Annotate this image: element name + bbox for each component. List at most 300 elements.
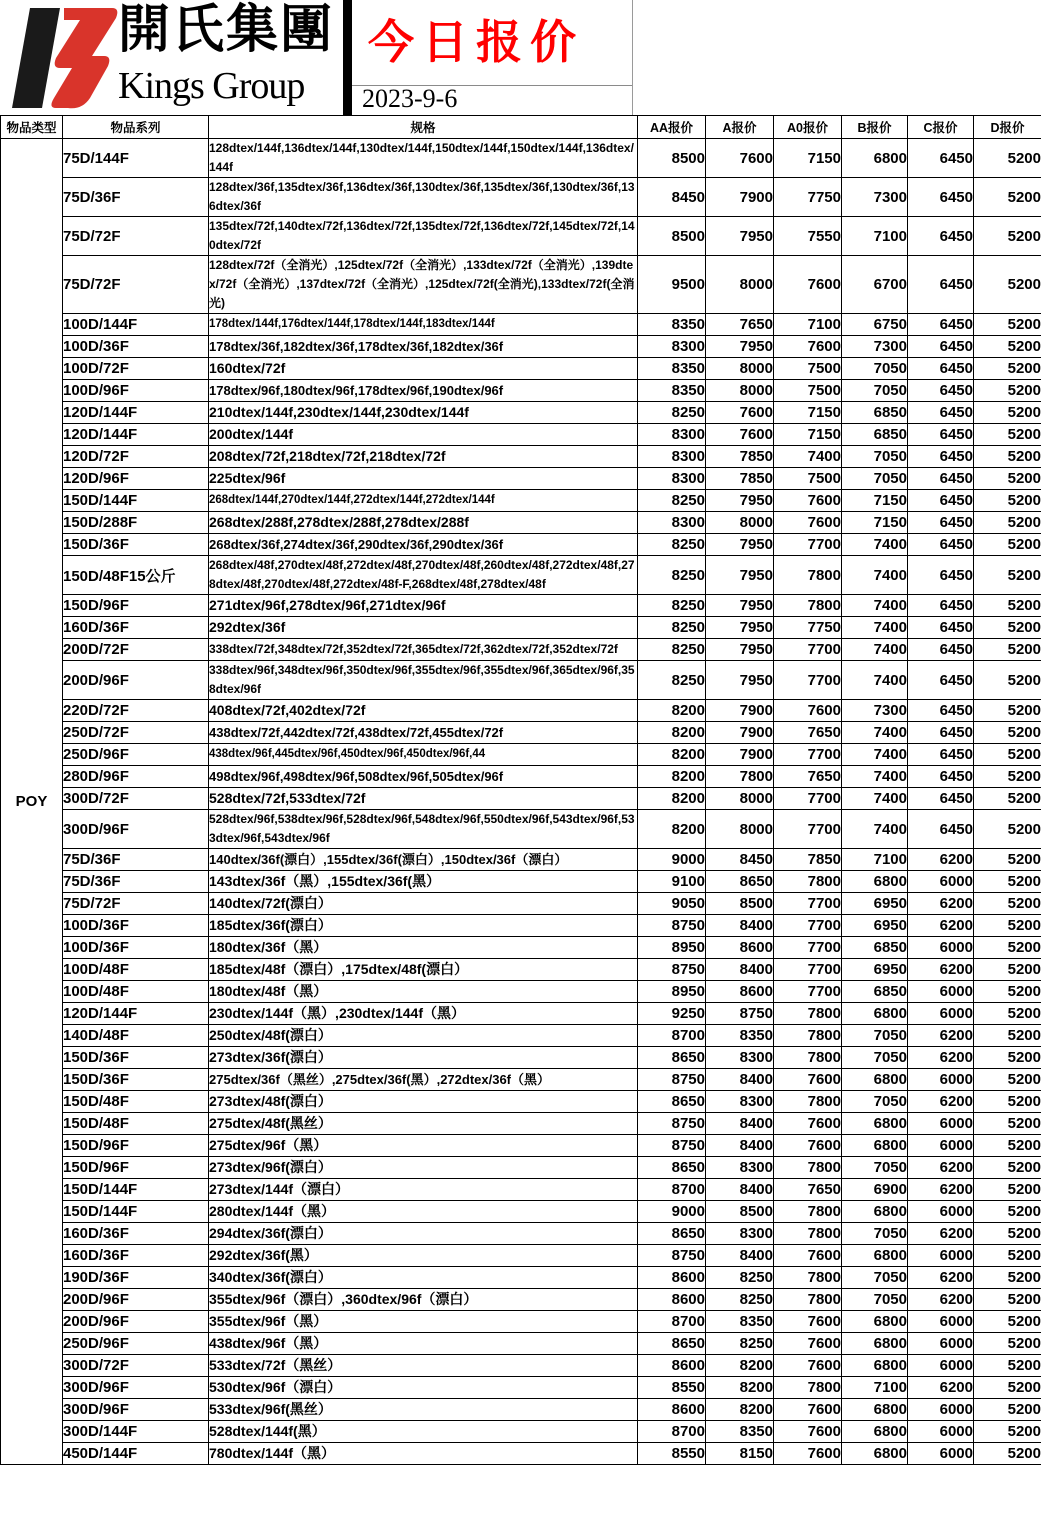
price-cell-b: 7050: [842, 446, 908, 468]
price-cell-aa: 8650: [638, 1047, 706, 1069]
price-cell-a0: 7600: [774, 1443, 842, 1465]
spec-cell: 250dtex/48f(漂白）: [209, 1025, 638, 1047]
series-cell: 200D/96F: [63, 661, 209, 700]
price-cell-a0: 7800: [774, 1223, 842, 1245]
date-cell: [352, 86, 632, 115]
price-cell-a0: 7600: [774, 1333, 842, 1355]
price-cell-b: 6800: [842, 1399, 908, 1421]
spec-cell: 780dtex/144f（黑）: [209, 1443, 638, 1465]
price-cell-aa: 8600: [638, 1399, 706, 1421]
price-cell-d: 5200: [974, 314, 1041, 336]
table-row: [1, 512, 1041, 534]
price-cell-aa: 8700: [638, 1179, 706, 1201]
table-row: [1, 700, 1041, 722]
price-cell-a0: 7100: [774, 314, 842, 336]
price-cell-a: 7950: [706, 617, 774, 639]
price-cell-d: 5200: [974, 744, 1041, 766]
table-row: [1, 915, 1041, 937]
series-cell: 120D/96F: [63, 468, 209, 490]
price-cell-c: 6450: [908, 490, 974, 512]
series-cell: 300D/72F: [63, 788, 209, 810]
price-cell-a: 8750: [706, 1003, 774, 1025]
table-row: [1, 1223, 1041, 1245]
price-cell-a0: 7600: [774, 512, 842, 534]
price-cell-d: 5200: [974, 1157, 1041, 1179]
price-cell-a: 8450: [706, 849, 774, 871]
price-cell-d: 5200: [974, 1201, 1041, 1223]
price-cell-a0: 7700: [774, 810, 842, 849]
price-cell-d: 5200: [974, 617, 1041, 639]
table-row: [1, 1201, 1041, 1223]
price-cell-a0: 7150: [774, 424, 842, 446]
spec-cell: 230dtex/144f（黑）,230dtex/144f（黑）: [209, 1003, 638, 1025]
table-row: [1, 959, 1041, 981]
price-cell-d: 5200: [974, 661, 1041, 700]
price-cell-b: 7400: [842, 556, 908, 595]
price-cell-d: 5200: [974, 402, 1041, 424]
spec-cell: 268dtex/48f,270dtex/48f,272dtex/48f,270dtex/48f,260dtex/48f,272dtex/48f,278dtex/48f,270dtex/48f,272dtex/48f-F,268dtex/48f,278dtex/48f: [209, 556, 638, 595]
price-cell-c: 6200: [908, 1377, 974, 1399]
price-cell-a: 8600: [706, 981, 774, 1003]
table-row: [1, 1355, 1041, 1377]
price-cell-c: 6450: [908, 639, 974, 661]
spec-cell: 528dtex/96f,538dtex/96f,528dtex/96f,548dtex/96f,550dtex/96f,543dtex/96f,533dtex/96f,543dtex/96f: [209, 810, 638, 849]
price-cell-d: 5200: [974, 139, 1041, 178]
price-cell-c: 6000: [908, 1333, 974, 1355]
col-header-a0-price: A0报价: [774, 116, 842, 139]
table-row: [1, 1443, 1041, 1465]
series-cell: 190D/36F: [63, 1267, 209, 1289]
spec-cell: 438dtex/96f（黑）: [209, 1333, 638, 1355]
price-cell-a: 7950: [706, 490, 774, 512]
price-cell-aa: 9000: [638, 849, 706, 871]
series-cell: 200D/96F: [63, 1311, 209, 1333]
series-cell: 150D/36F: [63, 1069, 209, 1091]
price-cell-c: 6000: [908, 1113, 974, 1135]
price-cell-a: 7950: [706, 661, 774, 700]
col-header-aa-price: AA报价: [638, 116, 706, 139]
price-cell-c: 6000: [908, 937, 974, 959]
price-cell-b: 6850: [842, 402, 908, 424]
price-cell-b: 7100: [842, 217, 908, 256]
table-row: [1, 1399, 1041, 1421]
spec-cell: 355dtex/96f（漂白）,360dtex/96f（漂白）: [209, 1289, 638, 1311]
price-cell-aa: 8200: [638, 744, 706, 766]
price-cell-c: 6000: [908, 981, 974, 1003]
price-cell-aa: 9000: [638, 1201, 706, 1223]
spec-cell: 338dtex/72f,348dtex/72f,352dtex/72f,365dtex/72f,362dtex/72f,352dtex/72f: [209, 639, 638, 661]
price-cell-a0: 7800: [774, 1025, 842, 1047]
series-cell: 250D/72F: [63, 722, 209, 744]
price-cell-aa: 8550: [638, 1377, 706, 1399]
price-cell-d: 5200: [974, 490, 1041, 512]
col-header-a-price: A报价: [706, 116, 774, 139]
price-cell-b: 6850: [842, 424, 908, 446]
price-cell-aa: 8200: [638, 766, 706, 788]
price-cell-b: 6800: [842, 1421, 908, 1443]
table-row: [1, 1311, 1041, 1333]
price-cell-a0: 7150: [774, 139, 842, 178]
table-row: [1, 937, 1041, 959]
spec-cell: 185dtex/48f（漂白）,175dtex/48f(漂白）: [209, 959, 638, 981]
price-cell-c: 6450: [908, 256, 974, 314]
price-cell-d: 5200: [974, 849, 1041, 871]
price-cell-a: 7900: [706, 178, 774, 217]
price-cell-a0: 7650: [774, 766, 842, 788]
price-cell-b: 6800: [842, 1113, 908, 1135]
price-cell-aa: 9100: [638, 871, 706, 893]
price-cell-c: 6000: [908, 1311, 974, 1333]
price-cell-a: 8500: [706, 1201, 774, 1223]
price-cell-b: 7050: [842, 1047, 908, 1069]
price-cell-aa: 8700: [638, 1025, 706, 1047]
price-cell-aa: 8650: [638, 1333, 706, 1355]
price-cell-b: 7050: [842, 1157, 908, 1179]
price-cell-b: 7300: [842, 336, 908, 358]
table-row: [1, 534, 1041, 556]
price-cell-b: 7400: [842, 617, 908, 639]
price-cell-d: 5200: [974, 1443, 1041, 1465]
price-cell-d: 5200: [974, 788, 1041, 810]
price-cell-aa: 8300: [638, 446, 706, 468]
series-cell: 300D/96F: [63, 1377, 209, 1399]
price-cell-a: 8300: [706, 1157, 774, 1179]
price-cell-b: 7400: [842, 810, 908, 849]
table-row: [1, 595, 1041, 617]
price-cell-a0: 7600: [774, 1069, 842, 1091]
price-cell-c: 6200: [908, 1157, 974, 1179]
logo-text-block: [118, 0, 343, 115]
price-cell-aa: 8450: [638, 178, 706, 217]
series-cell: 120D/72F: [63, 446, 209, 468]
price-cell-d: 5200: [974, 512, 1041, 534]
price-cell-d: 5200: [974, 1333, 1041, 1355]
price-cell-d: 5200: [974, 1025, 1041, 1047]
price-cell-aa: 8250: [638, 617, 706, 639]
price-cell-b: 7050: [842, 1223, 908, 1245]
spec-cell: 180dtex/36f（黑）: [209, 937, 638, 959]
price-cell-aa: 9250: [638, 1003, 706, 1025]
series-cell: 100D/72F: [63, 358, 209, 380]
page-header: [0, 0, 1041, 115]
price-cell-d: 5200: [974, 358, 1041, 380]
spec-cell: 128dtex/36f,135dtex/36f,136dtex/36f,130dtex/36f,135dtex/36f,130dtex/36f,136dtex/36f: [209, 178, 638, 217]
price-cell-aa: 8950: [638, 937, 706, 959]
table-row: [1, 1245, 1041, 1267]
spec-cell: 273dtex/144f（漂白）: [209, 1179, 638, 1201]
col-header-item-type: 物品类型: [1, 116, 63, 139]
price-cell-aa: 8250: [638, 556, 706, 595]
price-cell-d: 5200: [974, 424, 1041, 446]
series-cell: 160D/36F: [63, 617, 209, 639]
spec-cell: 178dtex/96f,180dtex/96f,178dtex/96f,190dtex/96f: [209, 380, 638, 402]
table-row: [1, 336, 1041, 358]
price-cell-aa: 8950: [638, 981, 706, 1003]
price-cell-a0: 7750: [774, 617, 842, 639]
series-cell: 250D/96F: [63, 1333, 209, 1355]
price-cell-c: 6000: [908, 1201, 974, 1223]
series-cell: 100D/48F: [63, 981, 209, 1003]
series-cell: 250D/96F: [63, 744, 209, 766]
price-cell-a0: 7600: [774, 1113, 842, 1135]
price-cell-b: 7400: [842, 766, 908, 788]
table-row: [1, 402, 1041, 424]
price-cell-a: 8000: [706, 512, 774, 534]
price-cell-a0: 7600: [774, 256, 842, 314]
price-cell-c: 6000: [908, 1421, 974, 1443]
price-cell-d: 5200: [974, 1311, 1041, 1333]
price-cell-aa: 8250: [638, 661, 706, 700]
price-cell-a0: 7800: [774, 595, 842, 617]
item-type-cell: POY: [1, 139, 63, 1465]
price-cell-a: 8200: [706, 1377, 774, 1399]
price-cell-a0: 7850: [774, 849, 842, 871]
price-cell-b: 7050: [842, 358, 908, 380]
series-cell: 280D/96F: [63, 766, 209, 788]
price-cell-a: 8350: [706, 1025, 774, 1047]
table-row: [1, 1421, 1041, 1443]
price-cell-b: 6800: [842, 1245, 908, 1267]
price-cell-c: 6450: [908, 402, 974, 424]
price-cell-a: 7900: [706, 722, 774, 744]
price-cell-aa: 8750: [638, 1245, 706, 1267]
spec-cell: 530dtex/96f（漂白）: [209, 1377, 638, 1399]
series-cell: 150D/48F: [63, 1113, 209, 1135]
price-cell-d: 5200: [974, 534, 1041, 556]
table-header-row: [1, 116, 1041, 139]
spec-cell: 294dtex/36f(漂白）: [209, 1223, 638, 1245]
series-cell: 150D/96F: [63, 595, 209, 617]
price-cell-a: 7950: [706, 217, 774, 256]
spec-cell: 268dtex/288f,278dtex/288f,278dtex/288f: [209, 512, 638, 534]
price-cell-aa: 8200: [638, 788, 706, 810]
price-cell-aa: 8250: [638, 534, 706, 556]
price-cell-d: 5200: [974, 1245, 1041, 1267]
price-cell-b: 7400: [842, 639, 908, 661]
price-cell-a0: 7600: [774, 1421, 842, 1443]
price-cell-b: 6950: [842, 959, 908, 981]
page-title: 今日报价: [368, 16, 584, 68]
header-empty-cell: [632, 0, 1041, 115]
price-cell-aa: 8200: [638, 700, 706, 722]
spec-cell: 160dtex/72f: [209, 358, 638, 380]
price-cell-b: 6800: [842, 1311, 908, 1333]
price-cell-a0: 7800: [774, 556, 842, 595]
price-cell-c: 6450: [908, 424, 974, 446]
price-cell-d: 5200: [974, 380, 1041, 402]
price-cell-b: 7050: [842, 468, 908, 490]
kings-group-logo: [0, 0, 343, 115]
price-cell-a: 8400: [706, 1245, 774, 1267]
table-row: [1, 1333, 1041, 1355]
price-cell-b: 7400: [842, 788, 908, 810]
price-cell-c: 6450: [908, 595, 974, 617]
price-cell-d: 5200: [974, 336, 1041, 358]
col-header-series: 物品系列: [63, 116, 209, 139]
table-row: [1, 871, 1041, 893]
spec-cell: 225dtex/96f: [209, 468, 638, 490]
table-row: [1, 661, 1041, 700]
spec-cell: 273dtex/48f(漂白）: [209, 1091, 638, 1113]
price-cell-b: 7300: [842, 178, 908, 217]
spec-cell: 498dtex/96f,498dtex/96f,508dtex/96f,505dtex/96f: [209, 766, 638, 788]
price-cell-d: 5200: [974, 1223, 1041, 1245]
price-cell-a0: 7600: [774, 336, 842, 358]
series-cell: 450D/144F: [63, 1443, 209, 1465]
price-cell-d: 5200: [974, 937, 1041, 959]
price-cell-a0: 7600: [774, 1399, 842, 1421]
table-row: [1, 1025, 1041, 1047]
price-cell-a0: 7700: [774, 639, 842, 661]
spec-cell: 275dtex/36f（黑丝）,275dtex/36f(黑）,272dtex/36f（黑）: [209, 1069, 638, 1091]
price-cell-c: 6450: [908, 661, 974, 700]
price-cell-d: 5200: [974, 1135, 1041, 1157]
table-row: [1, 849, 1041, 871]
price-cell-c: 6450: [908, 139, 974, 178]
price-cell-d: 5200: [974, 256, 1041, 314]
price-cell-aa: 9050: [638, 893, 706, 915]
price-cell-a0: 7800: [774, 1047, 842, 1069]
spec-cell: 340dtex/36f(漂白）: [209, 1267, 638, 1289]
series-cell: 150D/36F: [63, 534, 209, 556]
table-row: [1, 468, 1041, 490]
spec-cell: 210dtex/144f,230dtex/144f,230dtex/144f: [209, 402, 638, 424]
series-cell: 200D/96F: [63, 1289, 209, 1311]
price-cell-aa: 8650: [638, 1223, 706, 1245]
price-cell-a0: 7700: [774, 661, 842, 700]
price-cell-b: 7050: [842, 1025, 908, 1047]
price-cell-aa: 8650: [638, 1157, 706, 1179]
price-cell-b: 7400: [842, 661, 908, 700]
price-cell-aa: 8250: [638, 639, 706, 661]
spec-cell: 208dtex/72f,218dtex/72f,218dtex/72f: [209, 446, 638, 468]
price-cell-aa: 8300: [638, 468, 706, 490]
series-cell: 300D/96F: [63, 1399, 209, 1421]
series-cell: 100D/96F: [63, 380, 209, 402]
price-cell-b: 7050: [842, 1289, 908, 1311]
series-cell: 75D/144F: [63, 139, 209, 178]
price-cell-a0: 7500: [774, 468, 842, 490]
price-cell-aa: 8550: [638, 1443, 706, 1465]
price-cell-a: 8600: [706, 937, 774, 959]
spec-cell: 268dtex/144f,270dtex/144f,272dtex/144f,272dtex/144f: [209, 490, 638, 512]
price-cell-aa: 8750: [638, 915, 706, 937]
price-cell-a: 7950: [706, 639, 774, 661]
price-cell-a: 8400: [706, 1135, 774, 1157]
table-row: [1, 178, 1041, 217]
price-cell-a0: 7800: [774, 1091, 842, 1113]
series-cell: 150D/48F15公斤: [63, 556, 209, 595]
col-header-spec: 规格: [209, 116, 638, 139]
price-cell-b: 7400: [842, 595, 908, 617]
price-cell-a0: 7600: [774, 700, 842, 722]
price-cell-c: 6450: [908, 380, 974, 402]
price-cell-a0: 7600: [774, 1311, 842, 1333]
price-cell-a: 8350: [706, 1421, 774, 1443]
price-cell-c: 6200: [908, 1179, 974, 1201]
spec-cell: 140dtex/36f(漂白）,155dtex/36f(漂白）,150dtex/36f（漂白）: [209, 849, 638, 871]
table-row: [1, 744, 1041, 766]
series-cell: 300D/72F: [63, 1355, 209, 1377]
price-cell-c: 6450: [908, 314, 974, 336]
spec-cell: 273dtex/96f(漂白）: [209, 1157, 638, 1179]
price-cell-c: 6450: [908, 722, 974, 744]
price-cell-c: 6200: [908, 893, 974, 915]
price-cell-c: 6200: [908, 1223, 974, 1245]
spec-cell: 128dtex/144f,136dtex/144f,130dtex/144f,150dtex/144f,150dtex/144f,136dtex/144f: [209, 139, 638, 178]
price-cell-a: 8400: [706, 915, 774, 937]
price-cell-d: 5200: [974, 595, 1041, 617]
price-cell-c: 6450: [908, 556, 974, 595]
col-header-d-price: D报价: [974, 116, 1041, 139]
price-cell-b: 6800: [842, 1069, 908, 1091]
price-cell-aa: 8750: [638, 959, 706, 981]
quote-table-body: [1, 139, 1041, 1465]
price-cell-aa: 8500: [638, 139, 706, 178]
price-cell-a0: 7800: [774, 1377, 842, 1399]
price-cell-b: 6950: [842, 893, 908, 915]
price-cell-a: 8000: [706, 380, 774, 402]
col-header-c-price: C报价: [908, 116, 974, 139]
table-row: [1, 722, 1041, 744]
price-cell-aa: 8600: [638, 1289, 706, 1311]
price-cell-a0: 7600: [774, 490, 842, 512]
table-row: [1, 1091, 1041, 1113]
price-cell-a0: 7800: [774, 1289, 842, 1311]
spec-cell: 533dtex/96f(黑丝）: [209, 1399, 638, 1421]
price-cell-a: 7600: [706, 424, 774, 446]
price-cell-a: 8400: [706, 1069, 774, 1091]
quote-table: [0, 115, 1041, 1465]
series-cell: 100D/36F: [63, 336, 209, 358]
price-cell-d: 5200: [974, 1113, 1041, 1135]
price-cell-a: 7800: [706, 766, 774, 788]
series-cell: 150D/96F: [63, 1157, 209, 1179]
price-cell-a: 8300: [706, 1223, 774, 1245]
series-cell: 160D/36F: [63, 1245, 209, 1267]
series-cell: 120D/144F: [63, 1003, 209, 1025]
price-cell-b: 7300: [842, 700, 908, 722]
spec-cell: 135dtex/72f,140dtex/72f,136dtex/72f,135dtex/72f,136dtex/72f,145dtex/72f,140dtex/72f: [209, 217, 638, 256]
spec-cell: 355dtex/96f（黑）: [209, 1311, 638, 1333]
price-cell-c: 6000: [908, 1399, 974, 1421]
price-cell-a: 8150: [706, 1443, 774, 1465]
table-row: [1, 1289, 1041, 1311]
price-cell-c: 6200: [908, 959, 974, 981]
series-cell: 120D/144F: [63, 402, 209, 424]
price-cell-c: 6450: [908, 744, 974, 766]
price-cell-a: 7950: [706, 556, 774, 595]
spec-cell: 200dtex/144f: [209, 424, 638, 446]
col-header-b-price: B报价: [842, 116, 908, 139]
price-cell-d: 5200: [974, 1091, 1041, 1113]
price-cell-a: 7900: [706, 700, 774, 722]
price-cell-aa: 8250: [638, 402, 706, 424]
price-cell-c: 6450: [908, 700, 974, 722]
price-cell-c: 6450: [908, 336, 974, 358]
price-cell-a: 8000: [706, 810, 774, 849]
series-cell: 100D/144F: [63, 314, 209, 336]
price-cell-a: 8650: [706, 871, 774, 893]
price-cell-a0: 7700: [774, 788, 842, 810]
table-row: [1, 358, 1041, 380]
table-row: [1, 617, 1041, 639]
spec-cell: 178dtex/144f,176dtex/144f,178dtex/144f,183dtex/144f: [209, 314, 638, 336]
spec-cell: 438dtex/72f,442dtex/72f,438dtex/72f,455dtex/72f: [209, 722, 638, 744]
header-divider-bar: [343, 0, 352, 115]
series-cell: 75D/72F: [63, 217, 209, 256]
spec-cell: 143dtex/36f（黑）,155dtex/36f(黑）: [209, 871, 638, 893]
